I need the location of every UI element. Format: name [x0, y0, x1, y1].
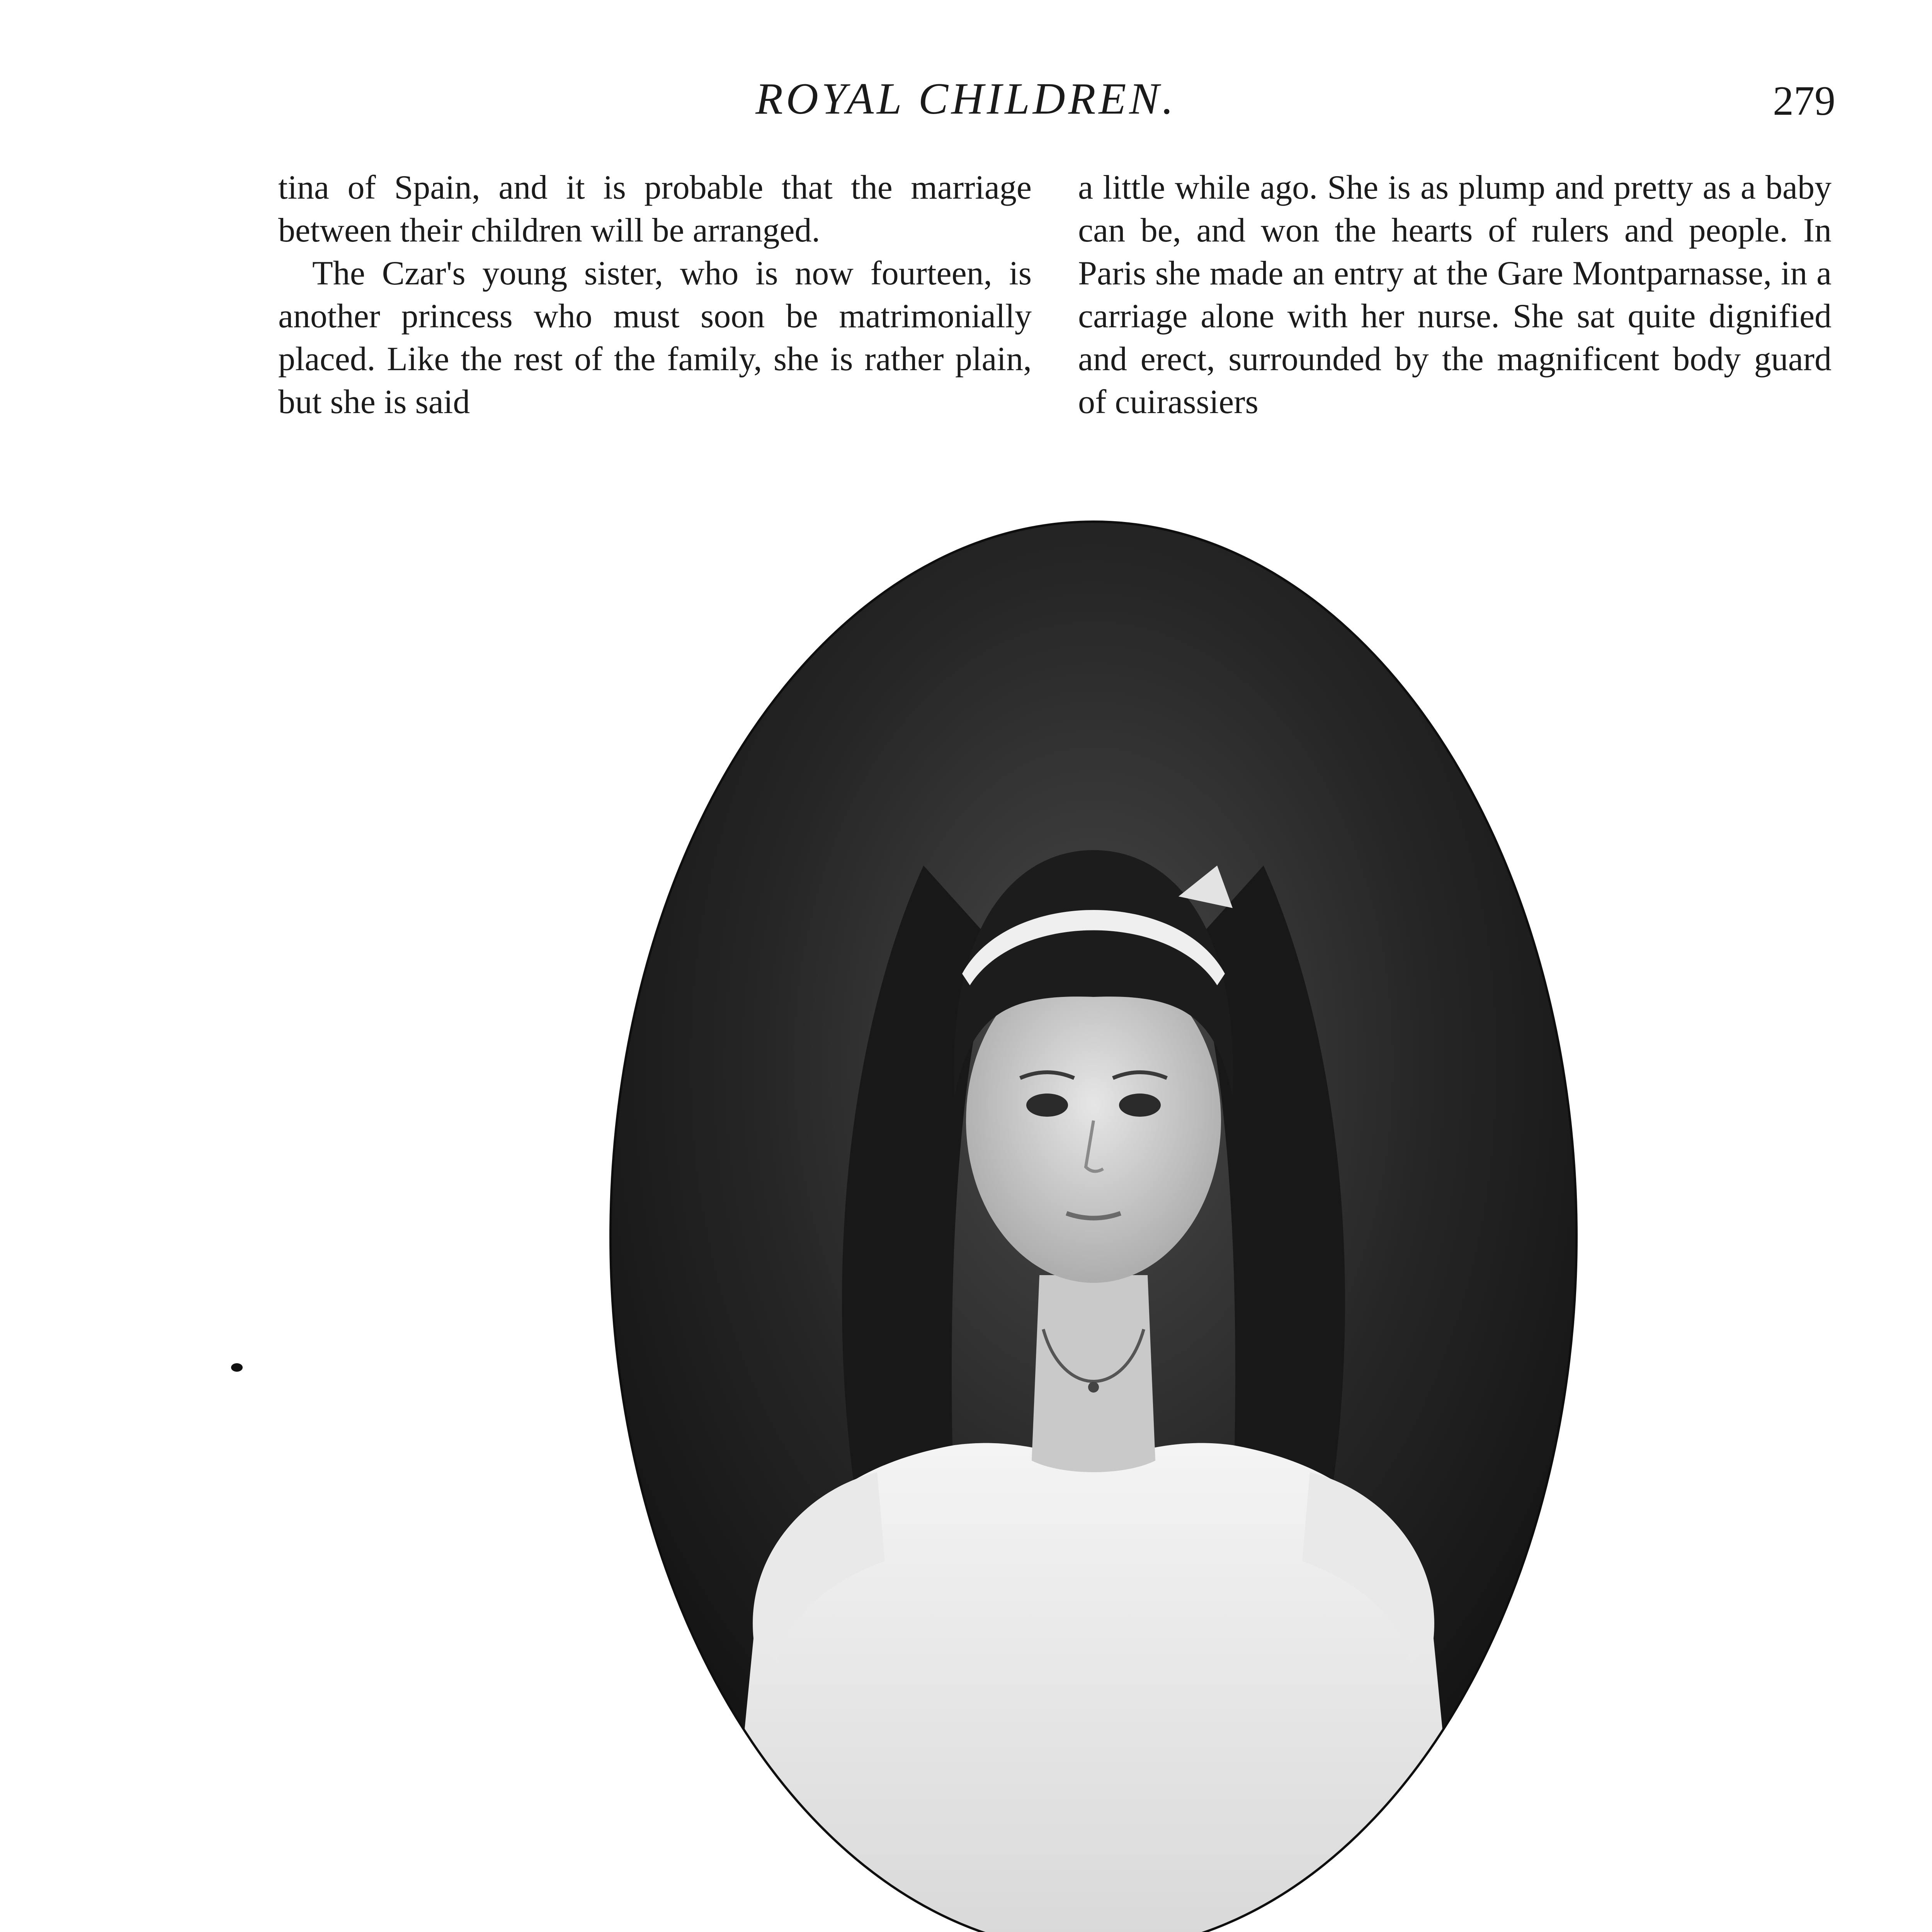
running-title: ROYAL CHILDREN. — [755, 74, 1177, 124]
paragraph: The Czar's young sister, who is now fourteen, is another princess who must soon be matrimonially placed. Like the rest of the family, she is rather plain, but she is said — [278, 255, 1032, 421]
column-top-right — [1078, 166, 1832, 475]
portrait-photograph — [607, 518, 1580, 1932]
paragraph: tina of Spain, and it is probable that the marriage between their children will be arranged. — [278, 169, 1032, 249]
ink-speck — [231, 1363, 243, 1372]
paragraph: a little while ago. She is as plump and pretty as a baby can be, and won the hearts of rulers and people. In Paris she made an entry at the Gare Montparnasse, in a carriage alone with her nurse. She sat quite dignified and erect, surrounded by the magnificent body guard of cuirassiers — [1078, 169, 1832, 421]
column-top-left — [278, 166, 1032, 475]
portrait-image — [607, 518, 1580, 1932]
page-number: 279 — [1773, 78, 1835, 124]
